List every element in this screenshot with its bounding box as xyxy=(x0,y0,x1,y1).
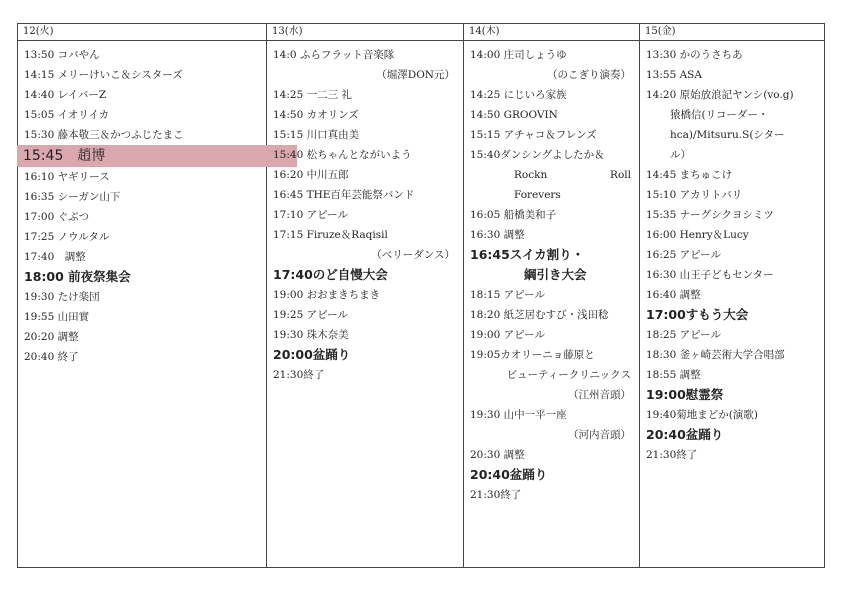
schedule-entry: 18:15 アピール xyxy=(470,289,545,301)
schedule-entry: 14:25 一二三 礼 xyxy=(273,89,352,101)
schedule-entry: 19:30 たけ楽団 xyxy=(24,291,100,303)
schedule-entry: （江州音頭） xyxy=(568,389,631,401)
schedule-entry: 16:25 アピール xyxy=(646,249,721,261)
column-body xyxy=(267,41,463,385)
schedule-entry: 18:55 調整 xyxy=(646,369,701,381)
schedule-entry: 15:30 藤本敬三＆かつふじたまこ xyxy=(24,129,184,141)
schedule-entry: 20:40 終了 xyxy=(24,351,79,363)
schedule-entry: 21:30終了 xyxy=(470,489,522,501)
schedule-entry: 14:15 メリーけいこ＆シスターズ xyxy=(24,69,183,81)
schedule-entry: 19:55 山田實 xyxy=(24,311,90,323)
column-day-14 xyxy=(464,24,640,567)
schedule-entry: 15:40 松ちゃんとながいよう xyxy=(273,149,412,161)
schedule-entry: 13:30 かのうさちあ xyxy=(646,49,743,61)
schedule-entry: 18:30 釜ヶ崎芸術大学合唱部 xyxy=(646,349,785,361)
schedule-entry: 15:40ダンシングよしたか＆ xyxy=(470,149,605,161)
schedule-entry: 14:40 レイバーZ xyxy=(24,89,107,101)
column-day-13 xyxy=(267,24,464,567)
schedule-entry: 17:00 ぐぶつ xyxy=(24,211,90,223)
column-header: 12(火) xyxy=(18,24,266,41)
schedule-entry: 18:25 アピール xyxy=(646,329,721,341)
schedule-entry: 14:45 まちゅこけ xyxy=(646,169,733,181)
schedule-entry: 猿橋信(リコーダー・ xyxy=(670,109,769,121)
schedule-entry: 13:55 ASA xyxy=(646,69,702,81)
schedule-entry: 16:10 ヤギリース xyxy=(24,171,110,183)
schedule-entry: ビューティークリニックス xyxy=(506,369,631,381)
schedule-entry: 19:40菊地まどか(演歌) xyxy=(646,409,758,421)
schedule-table xyxy=(17,23,825,568)
schedule-entry: 19:00 おおまきちまき xyxy=(273,289,381,301)
schedule-entry: 17:25 ノウルタル xyxy=(24,231,110,243)
schedule-entry: 15:35 ナーグシクヨシミツ xyxy=(646,209,774,221)
schedule-entry: 16:00 Henry＆Lucy xyxy=(646,229,749,241)
schedule-entry: 20:00盆踊り xyxy=(273,347,351,362)
schedule-entry: 18:20 紙芝居むすび・浅田稔 xyxy=(470,309,609,321)
schedule-entry: 16:35 シーガン山下 xyxy=(24,191,121,203)
schedule-entry: 20:30 調整 xyxy=(470,449,525,461)
schedule-entry: Forevers xyxy=(514,189,561,201)
schedule-entry: （ベリーダンス） xyxy=(371,249,455,261)
schedule-entry: 16:20 中川五郎 xyxy=(273,169,349,181)
schedule-entry: 16:45スイカ割り・ xyxy=(470,247,585,262)
schedule-entry: 17:10 アピール xyxy=(273,209,348,221)
column-header: 13(水) xyxy=(267,24,463,41)
schedule-entry: 17:15 Firuze＆Raqisil xyxy=(273,229,388,241)
entry-text: Rockn xyxy=(514,169,548,181)
schedule-entry: 綱引き大会 xyxy=(524,267,587,282)
schedule-entry: 19:05カオリーニョ藤原と xyxy=(470,349,595,361)
schedule-entry: 17:00すもう大会 xyxy=(646,307,749,322)
schedule-entry: 16:40 調整 xyxy=(646,289,701,301)
schedule-entry: 19:30 珠木奈美 xyxy=(273,329,349,341)
schedule-entry: （堀澤DON元） xyxy=(376,69,455,81)
schedule-entry: （のこぎり演奏） xyxy=(547,69,631,81)
entry-text-end: Roll xyxy=(610,169,631,181)
schedule-entry: （河内音頭） xyxy=(568,429,631,441)
schedule-entry: 17:40のど自慢大会 xyxy=(273,267,388,282)
schedule-entry: 19:25 アピール xyxy=(273,309,348,321)
schedule-entry: 19:30 山中一平一座 xyxy=(470,409,567,421)
column-body xyxy=(18,41,266,367)
schedule-entry: 14:50 GROOVIN xyxy=(470,109,558,121)
schedule-entry: 15:15 川口真由美 xyxy=(273,129,360,141)
schedule-entry: 16:45 THE百年芸能祭バンド xyxy=(273,189,415,201)
column-day-12 xyxy=(18,24,267,567)
column-header: 15(金) xyxy=(640,24,824,41)
schedule-entry: 14:50 カオリンズ xyxy=(273,109,359,121)
schedule-entry: 14:25 にじいろ家族 xyxy=(470,89,567,101)
schedule-entry: 20:40盆踊り xyxy=(646,427,724,442)
schedule-entry: 14:20 原始放浪記ヤンシ(vo.g) xyxy=(646,89,794,101)
schedule-entry: 16:30 山王子どもセンター xyxy=(646,269,774,281)
schedule-entry: 16:05 船橋美和子 xyxy=(470,209,557,221)
schedule-entry: 15:45 趙博 xyxy=(17,145,297,167)
schedule-entry: 17:40 調整 xyxy=(24,251,86,263)
schedule-entry: 21:30終了 xyxy=(646,449,698,461)
schedule-entry: 19:00慰霊祭 xyxy=(646,387,724,402)
schedule-entry: 21:30終了 xyxy=(273,369,325,381)
schedule-entry: 19:00 アピール xyxy=(470,329,545,341)
schedule-entry xyxy=(464,165,639,185)
schedule-entry: 18:00 前夜祭集会 xyxy=(24,269,131,284)
schedule-entry: 15:15 アチャコ＆フレンズ xyxy=(470,129,597,141)
column-body xyxy=(640,41,824,465)
schedule-entry: ル） xyxy=(670,149,691,161)
schedule-entry: 14:00 庄司しょうゆ xyxy=(470,49,567,61)
schedule-entry: 15:05 イオリイカ xyxy=(24,109,110,121)
column-header: 14(木) xyxy=(464,24,639,41)
schedule-entry: 13:50 コバやん xyxy=(24,49,100,61)
schedule-entry: hca)/Mitsuru.S(シター xyxy=(670,129,785,141)
schedule-entry: 16:30 調整 xyxy=(470,229,525,241)
column-day-15 xyxy=(640,24,824,567)
schedule-entry: 15:10 アカリトバリ xyxy=(646,189,743,201)
schedule-entry: 20:20 調整 xyxy=(24,331,79,343)
schedule-entry: 20:40盆踊り xyxy=(470,467,548,482)
schedule-entry: 14:0 ふらフラット音楽隊 xyxy=(273,49,395,61)
column-body xyxy=(464,41,639,505)
